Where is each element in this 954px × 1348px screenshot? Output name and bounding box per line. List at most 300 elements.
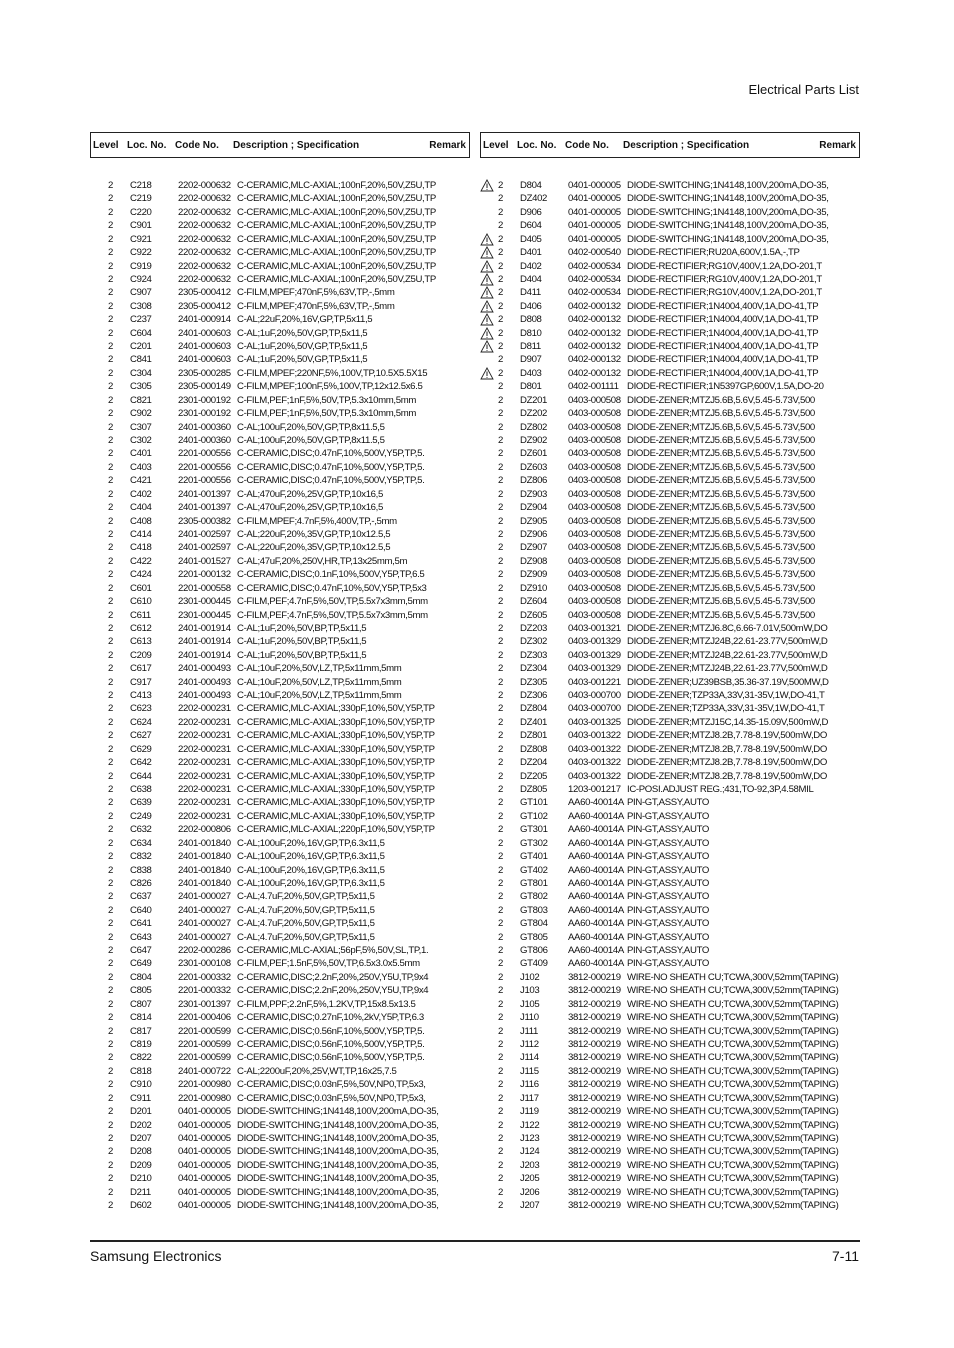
level-cell: 2 <box>108 1200 113 1212</box>
desc-cell: C-AL;1uF,20%,50V,GP,TP,5x11,5 <box>237 327 368 339</box>
table-row <box>480 461 860 474</box>
loc-cell: C826 <box>130 877 152 889</box>
table-row <box>90 676 470 689</box>
table-row <box>90 595 470 608</box>
desc-cell: DIODE-RECTIFIER;1N4004,400V,1A,DO-41,TP <box>627 341 819 353</box>
desc-cell: DIODE-ZENER;MTZJ5.6B,5.6V,5.45-5.73V,500 <box>627 394 815 406</box>
desc-cell: DIODE-SWITCHING;1N4148,100V,200mA,DO-35, <box>627 233 829 245</box>
table-row <box>480 729 860 742</box>
table-row <box>90 796 470 809</box>
code-cell: 0401-000005 <box>178 1132 231 1144</box>
loc-cell: GT801 <box>520 877 548 889</box>
warning-triangle-icon <box>480 286 494 299</box>
desc-cell: DIODE-ZENER;TZP33A,33V,31-35V,1W,DO-41,T <box>627 690 825 702</box>
level-cell: 2 <box>108 461 113 473</box>
desc-cell: DIODE-SWITCHING;1N4148,100V,200mA,DO-35, <box>237 1106 439 1118</box>
level-cell: 2 <box>498 1119 503 1131</box>
loc-cell: D207 <box>130 1132 152 1144</box>
desc-cell: DIODE-ZENER;MTZJ5.6B,5.6V,5.45-5.73V,500 <box>627 569 815 581</box>
code-cell: 0403-000508 <box>568 555 621 567</box>
table-row <box>90 434 470 447</box>
level-cell: 2 <box>108 273 113 285</box>
level-cell: 2 <box>108 622 113 634</box>
level-cell: 2 <box>108 381 113 393</box>
loc-cell: C632 <box>130 824 152 836</box>
code-cell: 2401-001397 <box>178 502 231 514</box>
desc-cell: C-CERAMIC,MLC-AXIAL;330pF,10%,50V,Y5P,TP <box>237 783 435 795</box>
level-cell: 2 <box>108 555 113 567</box>
code-cell: 0403-001329 <box>568 636 621 648</box>
code-cell: 2202-000632 <box>178 220 231 232</box>
loc-cell: DZ601 <box>520 448 548 460</box>
loc-cell: J124 <box>520 1146 540 1158</box>
table-row <box>480 702 860 715</box>
table-row <box>480 1199 860 1212</box>
loc-cell: GT302 <box>520 837 548 849</box>
loc-cell: C814 <box>130 1012 152 1024</box>
level-cell: 2 <box>108 1012 113 1024</box>
table-row <box>480 783 860 796</box>
level-cell: 2 <box>498 649 503 661</box>
level-cell: 2 <box>498 609 503 621</box>
table-row <box>90 528 470 541</box>
code-cell: 2305-000412 <box>178 287 231 299</box>
table-row <box>480 233 860 246</box>
desc-cell: C-CERAMIC,MLC-AXIAL;330pF,10%,50V,Y5P,TP <box>237 743 435 755</box>
loc-cell: C613 <box>130 636 152 648</box>
code-cell: AA60-40014A <box>568 824 624 836</box>
loc-cell: C610 <box>130 596 152 608</box>
loc-cell: D604 <box>520 220 542 232</box>
table-row <box>90 273 470 286</box>
code-cell: 0403-000508 <box>568 448 621 460</box>
level-cell: 2 <box>498 515 503 527</box>
desc-cell: DIODE-ZENER;MTZJ5.6B,5.6V,5.45-5.73V,500 <box>627 515 815 527</box>
level-cell: 2 <box>108 1079 113 1091</box>
level-cell: 2 <box>498 743 503 755</box>
table-row <box>480 327 860 340</box>
col-level: Level <box>483 139 509 151</box>
code-cell: 2202-000231 <box>178 716 231 728</box>
level-cell: 2 <box>108 891 113 903</box>
code-cell: AA60-40014A <box>568 904 624 916</box>
loc-cell: GT804 <box>520 918 548 930</box>
loc-cell: D602 <box>130 1200 152 1212</box>
level-cell: 2 <box>108 703 113 715</box>
code-cell: 2202-000632 <box>178 193 231 205</box>
table-row <box>480 716 860 729</box>
table-row <box>90 931 470 944</box>
level-cell: 2 <box>498 877 503 889</box>
loc-cell: C305 <box>130 381 152 393</box>
loc-cell: J114 <box>520 1052 539 1064</box>
loc-cell: DZ201 <box>520 394 548 406</box>
level-cell: 2 <box>498 555 503 567</box>
loc-cell: C817 <box>130 1025 152 1037</box>
loc-cell: C220 <box>130 206 152 218</box>
table-row <box>480 286 860 299</box>
level-cell: 2 <box>108 260 113 272</box>
loc-cell: DZ802 <box>520 421 548 433</box>
table-row <box>480 568 860 581</box>
col-loc: Loc. No. <box>127 139 167 151</box>
desc-cell: IC-POSI.ADJUST REG.;431,TO-92,3P,4.58MIL <box>627 783 814 795</box>
code-cell: 0403-000508 <box>568 569 621 581</box>
table-row <box>480 1025 860 1038</box>
loc-cell: C308 <box>130 300 152 312</box>
level-cell: 2 <box>498 287 503 299</box>
desc-cell: C-CERAMIC,DISC;0.47nF,10%,500V,Y5P,TP,5. <box>237 461 425 473</box>
loc-cell: C634 <box>130 837 152 849</box>
table-row <box>90 662 470 675</box>
level-cell: 2 <box>108 971 113 983</box>
table-row <box>90 770 470 783</box>
loc-cell: C841 <box>130 354 152 366</box>
desc-cell: C-FILM,PEF;1.5nF,5%,50V,TP,6.5x3.0x5.5mm <box>237 958 420 970</box>
loc-cell: C919 <box>130 260 152 272</box>
level-cell: 2 <box>108 958 113 970</box>
loc-cell: C401 <box>130 448 152 460</box>
level-cell: 2 <box>108 475 113 487</box>
code-cell: 2301-000445 <box>178 596 231 608</box>
desc-cell: PIN-GT,ASSY,AUTO <box>627 851 710 863</box>
table-row <box>480 192 860 205</box>
table-row <box>480 837 860 850</box>
desc-cell: DIODE-SWITCHING;1N4148,100V,200mA,DO-35, <box>627 193 829 205</box>
level-cell: 2 <box>498 502 503 514</box>
level-cell: 2 <box>108 394 113 406</box>
desc-cell: PIN-GT,ASSY,AUTO <box>627 810 710 822</box>
warning-triangle-icon <box>480 300 494 313</box>
desc-cell: C-AL;47uF,20%,250V,HR,TP,13x25mm,5m <box>237 555 408 567</box>
level-cell: 2 <box>498 904 503 916</box>
table-row <box>90 192 470 205</box>
desc-cell: C-AL;22uF,20%,16V,GP,TP,5x11,5 <box>237 314 373 326</box>
code-cell: 2202-000231 <box>178 797 231 809</box>
code-cell: AA60-40014A <box>568 931 624 943</box>
code-cell: 2401-000360 <box>178 435 231 447</box>
code-cell: 0403-000508 <box>568 542 621 554</box>
table-row <box>90 622 470 635</box>
code-cell: 0403-001322 <box>568 743 621 755</box>
loc-cell: C604 <box>130 327 152 339</box>
loc-cell: D906 <box>520 206 542 218</box>
desc-cell: DIODE-SWITCHING;1N4148,100V,200mA,DO-35, <box>237 1132 439 1144</box>
desc-cell: C-FILM,PEF;1nF,5%,50V,TP,5.3x10mm,5mm <box>237 408 416 420</box>
table-row <box>480 421 860 434</box>
desc-cell: PIN-GT,ASSY,AUTO <box>627 837 710 849</box>
level-cell: 2 <box>498 998 503 1010</box>
desc-cell: C-FILM,PEF;4.7nF,5%,50V,TP,5.5x7x3mm,5mm <box>237 609 428 621</box>
loc-cell: DZ903 <box>520 488 548 500</box>
loc-cell: D211 <box>130 1186 151 1198</box>
table-row <box>90 877 470 890</box>
code-cell: 3812-000219 <box>568 1159 621 1171</box>
code-cell: 2201-000599 <box>178 1025 231 1037</box>
level-cell: 2 <box>108 945 113 957</box>
code-cell: 2201-000332 <box>178 971 231 983</box>
level-cell: 2 <box>498 1012 503 1024</box>
desc-cell: C-AL;4.7uF,20%,50V,GP,TP,5x11,5 <box>237 891 375 903</box>
code-cell: 2401-002597 <box>178 528 231 540</box>
table-row <box>480 246 860 259</box>
loc-cell: DZ909 <box>520 569 548 581</box>
desc-cell: C-CERAMIC,DISC;0.56nF,10%,500V,Y5P,TP,5. <box>237 1039 425 1050</box>
desc-cell: C-CERAMIC,DISC;0.47nF,10%,500V,Y5P,TP,5. <box>237 448 425 460</box>
loc-cell: C902 <box>130 408 152 420</box>
desc-cell: DIODE-ZENER;TZP33A,33V,31-35V,1W,DO-41,T <box>627 703 825 715</box>
level-cell: 2 <box>108 1186 113 1198</box>
desc-cell: C-AL;1uF,20%,50V,GP,TP,5x11,5 <box>237 354 368 366</box>
loc-cell: DZ804 <box>520 703 548 715</box>
desc-cell: DIODE-ZENER;MTZJ5.6B,5.6V,5.45-5.73V,500 <box>627 461 815 473</box>
level-cell: 2 <box>108 528 113 540</box>
level-cell: 2 <box>108 743 113 755</box>
level-cell: 2 <box>498 569 503 581</box>
level-cell: 2 <box>498 394 503 406</box>
loc-cell: D411 <box>520 287 541 299</box>
desc-cell: C-CERAMIC,MLC-AXIAL;330pF,10%,50V,Y5P,TP <box>237 770 435 782</box>
loc-cell: J115 <box>520 1065 539 1077</box>
table-row <box>480 877 860 890</box>
desc-cell: PIN-GT,ASSY,AUTO <box>627 931 710 943</box>
table-row <box>480 313 860 326</box>
loc-cell: C921 <box>130 233 152 245</box>
loc-cell: C414 <box>130 528 152 540</box>
level-cell: 2 <box>108 1025 113 1037</box>
table-row <box>90 407 470 420</box>
desc-cell: C-AL;100uF,20%,50V,GP,TP,8x11.5,5 <box>237 435 385 447</box>
desc-cell: DIODE-RECTIFIER;1N4004,400V,1A,DO-41,TP <box>627 354 819 366</box>
code-cell: 2202-000632 <box>178 233 231 245</box>
code-cell: 2202-000231 <box>178 783 231 795</box>
desc-cell: C-AL;470uF,20%,25V,GP,TP,10x16,5 <box>237 502 383 514</box>
loc-cell: C617 <box>130 663 152 675</box>
code-cell: 2202-000806 <box>178 824 231 836</box>
code-cell: 2401-001397 <box>178 488 231 500</box>
level-cell: 2 <box>498 1065 503 1077</box>
desc-cell: C-AL;4.7uF,20%,50V,GP,TP,5x11,5 <box>237 931 375 943</box>
level-cell: 2 <box>498 220 503 232</box>
loc-cell: D804 <box>520 180 542 191</box>
desc-cell: C-CERAMIC,MLC-AXIAL;100nF,20%,50V,Z5U,TP <box>237 247 436 259</box>
level-cell: 2 <box>498 663 503 675</box>
level-cell: 2 <box>498 783 503 795</box>
table-row <box>90 1025 470 1038</box>
warning-triangle-icon <box>480 273 494 286</box>
table-row <box>90 984 470 997</box>
code-cell: 2201-000332 <box>178 985 231 997</box>
level-cell: 2 <box>108 502 113 514</box>
loc-cell: GT402 <box>520 864 548 876</box>
table-row <box>480 1172 860 1185</box>
loc-cell: C307 <box>130 421 152 433</box>
level-cell: 2 <box>498 206 503 218</box>
desc-cell: DIODE-ZENER;MTZJ24B,22.61-23.77V,500mW,D <box>627 649 828 661</box>
loc-cell: DZ605 <box>520 609 548 621</box>
level-cell: 2 <box>498 851 503 863</box>
loc-cell: D907 <box>520 354 542 366</box>
level-cell: 2 <box>498 341 503 353</box>
code-cell: 2401-001527 <box>178 555 231 567</box>
table-row <box>480 917 860 930</box>
desc-cell: C-FILM,MPEF;4.7nF,5%,400V,TP,-,5mm <box>237 515 397 527</box>
level-cell: 2 <box>498 676 503 688</box>
loc-cell: C917 <box>130 676 152 688</box>
table-row <box>90 783 470 796</box>
warning-triangle-icon <box>480 179 494 192</box>
table-row <box>480 555 860 568</box>
table-row <box>90 944 470 957</box>
level-cell: 2 <box>498 1052 503 1064</box>
level-cell: 2 <box>498 1159 503 1171</box>
loc-cell: D405 <box>520 233 542 245</box>
code-cell: 0401-000005 <box>568 180 621 191</box>
table-row <box>480 810 860 823</box>
desc-cell: C-CERAMIC,MLC-AXIAL;220pF,10%,50V,Y5P,TP <box>237 824 435 836</box>
code-cell: 2202-000231 <box>178 743 231 755</box>
loc-cell: J116 <box>520 1079 539 1091</box>
desc-cell: C-CERAMIC,DISC;0.56nF,10%,500V,Y5P,TP,5. <box>237 1052 425 1064</box>
code-cell: 0403-001321 <box>568 622 621 634</box>
code-cell: 0401-000005 <box>178 1173 231 1185</box>
loc-cell: D402 <box>520 260 542 272</box>
table-row <box>480 595 860 608</box>
table-row <box>90 1051 470 1064</box>
parts-table-right <box>480 132 860 1212</box>
desc-cell: C-AL;100uF,20%,16V,GP,TP,6.3x11,5 <box>237 877 385 889</box>
desc-cell: WIRE-NO SHEATH CU;TCWA,300V,52mm(TAPING) <box>627 971 839 983</box>
table-row <box>90 1038 470 1051</box>
code-cell: AA60-40014A <box>568 864 624 876</box>
code-cell: 0402-000534 <box>568 287 621 299</box>
code-cell: 2401-000493 <box>178 690 231 702</box>
desc-cell: DIODE-SWITCHING;1N4148,100V,200mA,DO-35, <box>237 1159 439 1171</box>
table-row <box>480 971 860 984</box>
desc-cell: DIODE-SWITCHING;1N4148,100V,200mA,DO-35, <box>237 1146 439 1158</box>
table-row <box>90 488 470 501</box>
warning-triangle-icon <box>480 313 494 326</box>
desc-cell: C-AL;1uF,20%,50V,BP,TP,5x11,5 <box>237 622 367 634</box>
table-row <box>480 984 860 997</box>
desc-cell: DIODE-SWITCHING;1N4148,100V,200mA,DO-35, <box>237 1119 439 1131</box>
code-cell: 2301-000445 <box>178 609 231 621</box>
desc-cell: C-CERAMIC,MLC-AXIAL;100nF,20%,50V,Z5U,TP <box>237 193 436 205</box>
code-cell: 1203-001217 <box>568 783 621 795</box>
table-row <box>480 1051 860 1064</box>
table-row <box>90 635 470 648</box>
table-row <box>480 447 860 460</box>
code-cell: 2401-000603 <box>178 341 231 353</box>
table-row <box>480 1078 860 1091</box>
loc-cell: J206 <box>520 1186 540 1198</box>
code-cell: 2401-000603 <box>178 354 231 366</box>
code-cell: 3812-000219 <box>568 1106 621 1118</box>
desc-cell: C-CERAMIC,MLC-AXIAL;330pF,10%,50V,Y5P,TP <box>237 730 435 742</box>
desc-cell: C-CERAMIC,DISC;0.03nF,5%,50V,NP0,TP,5x3, <box>237 1092 426 1104</box>
table-row <box>90 1065 470 1078</box>
code-cell: AA60-40014A <box>568 837 624 849</box>
code-cell: 0401-000005 <box>178 1186 231 1198</box>
desc-cell: C-FILM,MPEF;470nF,5%,63V,TP,-,5mm <box>237 300 395 312</box>
loc-cell: DZ603 <box>520 461 548 473</box>
desc-cell: WIRE-NO SHEATH CU;TCWA,300V,52mm(TAPING) <box>627 1092 839 1104</box>
code-cell: 2401-001840 <box>178 837 231 849</box>
table-row <box>90 515 470 528</box>
code-cell: 2301-001397 <box>178 998 231 1010</box>
level-cell: 2 <box>498 260 503 272</box>
desc-cell: C-AL;10uF,20%,50V,LZ,TP,5x11mm,5mm <box>237 663 402 675</box>
loc-cell: C413 <box>130 690 152 702</box>
code-cell: 0402-000132 <box>568 341 621 353</box>
level-cell: 2 <box>108 220 113 232</box>
level-cell: 2 <box>108 676 113 688</box>
code-cell: 2301-000108 <box>178 958 231 970</box>
desc-cell: DIODE-ZENER;MTZJ8.2B,7.78-8.19V,500mW,DO <box>627 757 827 769</box>
desc-cell: DIODE-SWITCHING;1N4148,100V,200mA,DO-35, <box>237 1200 439 1212</box>
table-row <box>90 206 470 219</box>
table-row <box>480 1038 860 1051</box>
loc-cell: C822 <box>130 1052 152 1064</box>
level-cell: 2 <box>108 690 113 702</box>
table-row <box>480 998 860 1011</box>
code-cell: 0403-000700 <box>568 690 621 702</box>
table-row <box>90 1011 470 1024</box>
level-cell: 2 <box>498 354 503 366</box>
loc-cell: J112 <box>520 1039 539 1050</box>
level-cell: 2 <box>108 341 113 353</box>
loc-cell: C805 <box>130 985 152 997</box>
table-row <box>90 340 470 353</box>
table-row <box>90 246 470 259</box>
code-cell: 2401-000027 <box>178 904 231 916</box>
table-row <box>480 823 860 836</box>
loc-cell: C640 <box>130 904 152 916</box>
level-cell: 2 <box>498 931 503 943</box>
level-cell: 2 <box>108 1119 113 1131</box>
loc-cell: C219 <box>130 193 152 205</box>
desc-cell: DIODE-SWITCHING;1N4148,100V,200mA,DO-35, <box>627 180 829 191</box>
col-remark: Remark <box>819 139 856 151</box>
desc-cell: DIODE-ZENER;MTZJ5.6B,5.6V,5.45-5.73V,500 <box>627 502 815 514</box>
desc-cell: C-AL;220uF,20%,35V,GP,TP,10x12.5,5 <box>237 528 391 540</box>
code-cell: 0402-001111 <box>568 381 619 393</box>
loc-cell: C302 <box>130 435 152 447</box>
loc-cell: C612 <box>130 622 152 634</box>
loc-cell: C907 <box>130 287 152 299</box>
level-cell: 2 <box>108 864 113 876</box>
table-row <box>90 716 470 729</box>
desc-cell: DIODE-ZENER;MTZJ5.6B,5.6V,5.45-5.73V,500 <box>627 542 815 554</box>
table-row <box>90 957 470 970</box>
warning-triangle-icon <box>480 340 494 353</box>
desc-cell: DIODE-ZENER;MTZJ5.6B,5.6V,5.45-5.73V,500 <box>627 582 815 594</box>
loc-cell: GT409 <box>520 958 548 970</box>
table-row <box>90 300 470 313</box>
col-desc: Description ; Specification <box>233 139 360 151</box>
loc-cell: DZ202 <box>520 408 548 420</box>
loc-cell: D401 <box>520 247 542 259</box>
table-row <box>480 300 860 313</box>
level-cell: 2 <box>498 488 503 500</box>
table-row <box>90 461 470 474</box>
level-cell: 2 <box>108 488 113 500</box>
table-row <box>480 501 860 514</box>
loc-cell: D808 <box>520 314 542 326</box>
desc-cell: C-CERAMIC,DISC;2.2nF,20%,250V,Y5U,TP,9x4 <box>237 971 429 983</box>
level-cell: 2 <box>498 273 503 285</box>
code-cell: 2202-000632 <box>178 260 231 272</box>
